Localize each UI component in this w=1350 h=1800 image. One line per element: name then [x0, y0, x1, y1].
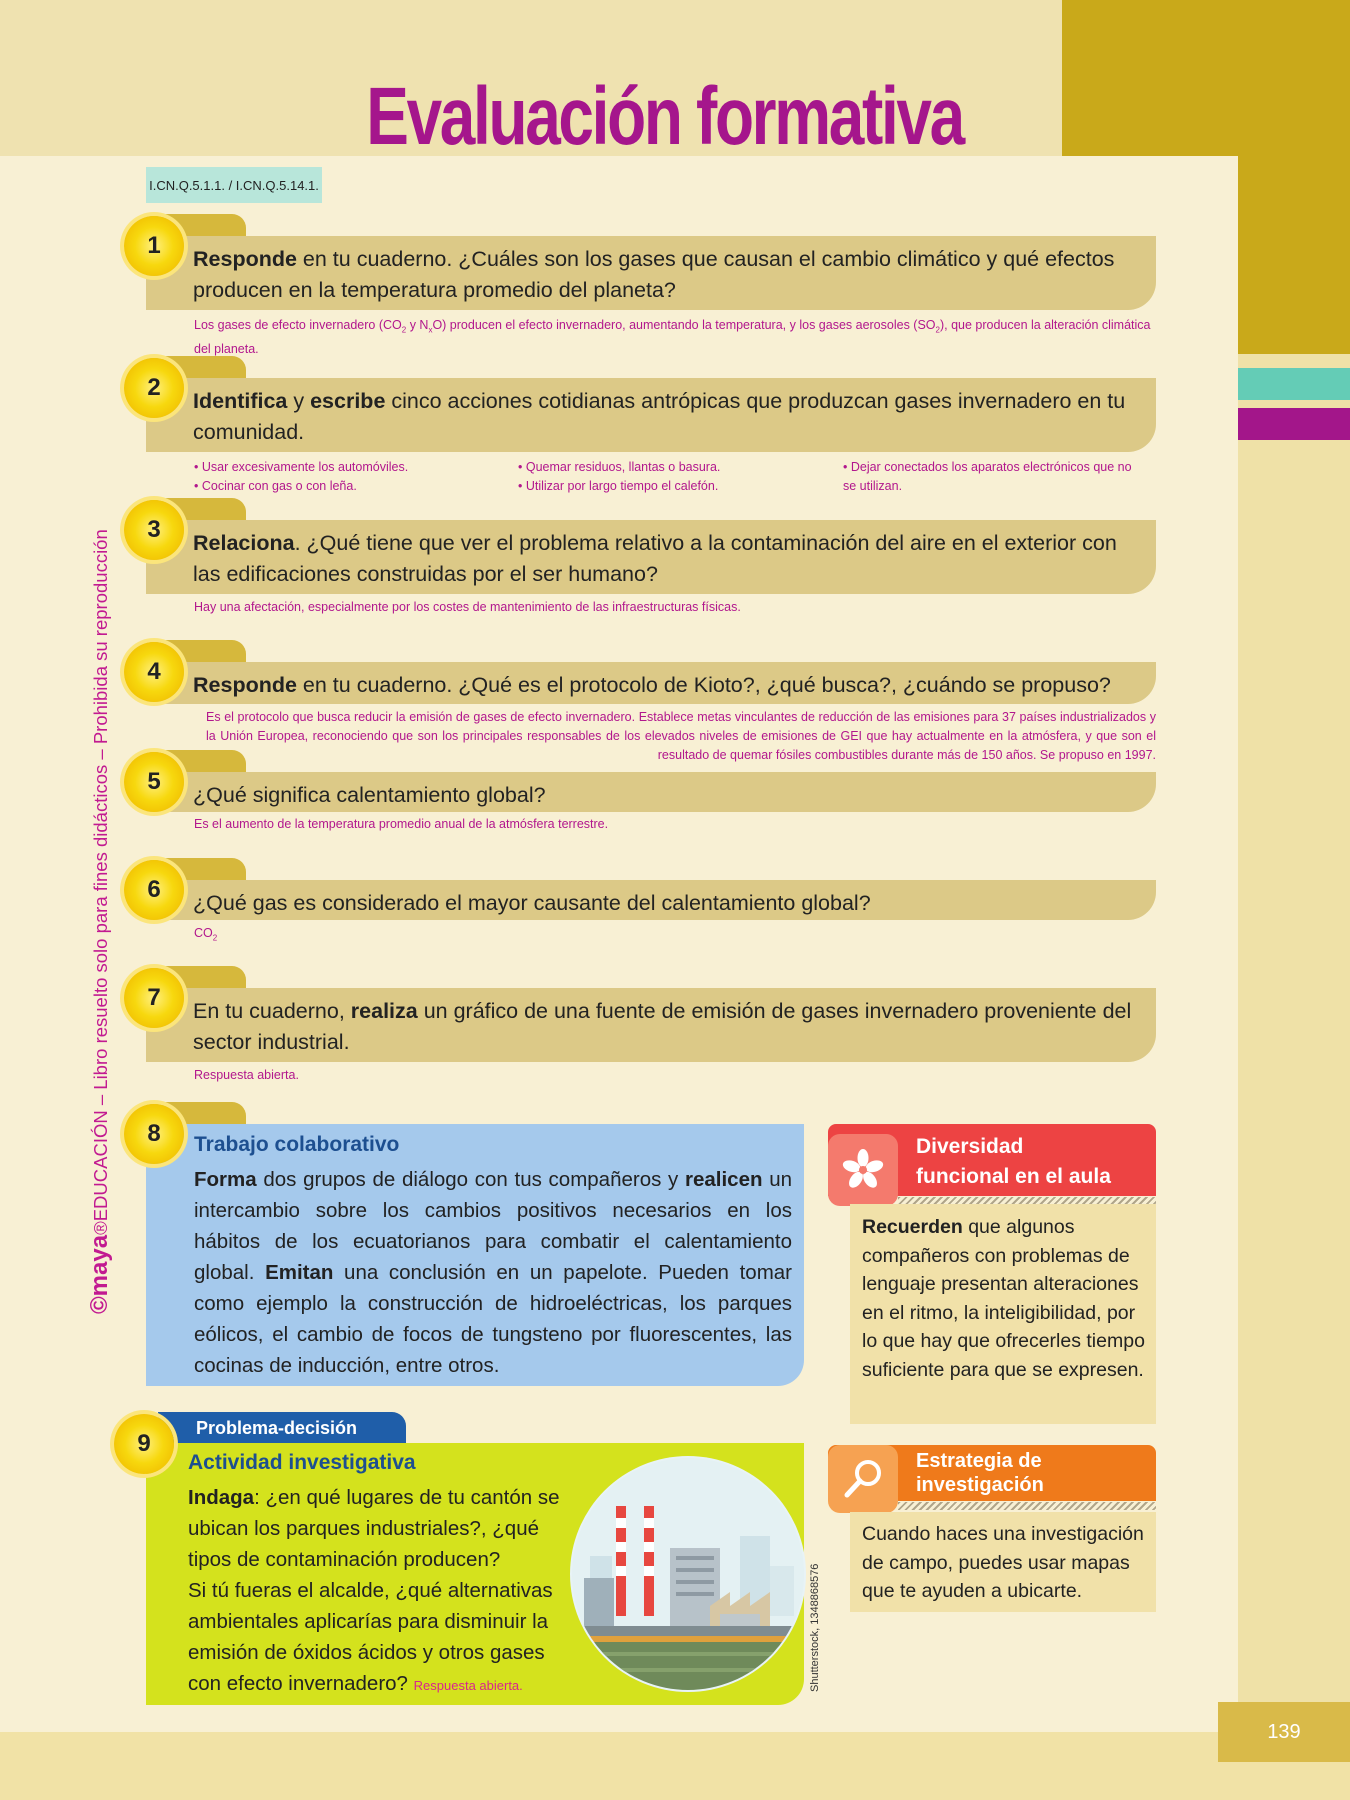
question-verb: Responde [193, 247, 297, 271]
factory-illustration [570, 1456, 806, 1692]
question-1 [146, 236, 1156, 310]
question-5 [146, 772, 1156, 812]
question-number-badge: 8 [124, 1104, 184, 1164]
problem-decision-tab: Problema-decisión [158, 1412, 406, 1444]
question-number-badge: 6 [124, 860, 184, 920]
diversity-title: Diversidad funcional en el aula [916, 1135, 1111, 1188]
question-number-badge: 7 [124, 968, 184, 1028]
magnifier-icon-graphic [840, 1456, 886, 1502]
question-number-badge: 3 [124, 500, 184, 560]
question-number-badge: 5 [124, 752, 184, 812]
flower-icon [828, 1134, 898, 1206]
answer-4: Es el protocolo que busca reducir la emisión de gases de efecto invernadero. Establece metas vinculantes de reducción de las emisiones para 37 países industrializados y la Unión Europea, reconociendo que son los principales responsables de los elevados niveles de emisiones de GEI que hay actualmente en la atmósfera, y que son el resultado de quemar fósiles combustibles durante más de 150 años. Se propuso en 1997. [206, 710, 1156, 762]
answer-7: Respuesta abierta. [194, 1068, 299, 1082]
question-number-badge: 2 [124, 358, 184, 418]
brand-logo-text: ©maya [86, 1234, 113, 1314]
answer-6: $CO_2$ [194, 926, 218, 943]
answer-2-item: • Dejar conectados los aparatos electrónicos que no se utilizan. [843, 460, 1132, 493]
diversity-text: Recuerden que algunos compañeros con problemas de lenguaje presentan alteraciones en el ritmo, la inteligibilidad, por lo que hay que ofrecerles tiempo suficiente para que se expresen. [862, 1216, 1145, 1381]
indicator-code: I.CN.Q.5.1.1. / I.CN.Q.5.14.1. [146, 167, 322, 203]
page-number: 139 [1218, 1702, 1350, 1762]
question-number-badge: 4 [124, 642, 184, 702]
bottom-band [0, 1732, 1350, 1800]
magnifier-icon [828, 1445, 898, 1513]
question-number-badge: 1 [124, 216, 184, 276]
question-6 [146, 880, 1156, 920]
activity-answer: Respuesta abierta. [413, 1678, 523, 1693]
question-number-badge: 9 [114, 1414, 174, 1474]
hatch-divider [898, 1502, 1156, 1510]
flower-icon-graphic [839, 1146, 887, 1194]
collaborative-title: Trabajo colaborativo [194, 1133, 400, 1156]
question-text: . ¿Qué tiene que ver el problema relativo a la contaminación del aire en el exterior con las edificaciones construidas por el ser humano? [193, 531, 1117, 586]
collaborative-text: Forma dos grupos de diálogo con tus compañeros y realicen un intercambio sobre los cambios positivos necesarios en los hábitos de los ecuatorianos para combatir el calentamiento global. Emitan una conclusión en un papelote. Pueden tomar como ejemplo la construcción de hidroeléctricas, los parques eólicos, el cambio de focos de tungsteno por fluorescentes, las cocinas de inducción, entre otros. [194, 1168, 792, 1377]
vertical-credit [86, 474, 114, 1314]
teal-stripe [1238, 368, 1350, 400]
answer-2-item: • Quemar residuos, llantas o basura. [518, 460, 721, 474]
strategy-title: Estrategia de investigación [916, 1450, 1044, 1496]
answer-5: Es el aumento de la temperatura promedio anual de la atmósfera terrestre. [194, 817, 609, 831]
question-text: en tu cuaderno. ¿Qué es el protocolo de Kioto?, ¿qué busca?, ¿cuándo se propuso? [296, 673, 1111, 697]
question-4: Responde en tu cuaderno. ¿Qué es el protocolo de Kioto?, ¿qué busca?, ¿cuándo se propuso? [146, 662, 1156, 704]
question-text: un gráfico de una fuente de emisión de gases invernadero proveniente del sector industrial. [193, 999, 1132, 1054]
answer-3: Hay una afectación, especialmente por los costes de mantenimiento de las infraestructuras físicas. [194, 600, 741, 614]
question-text: cinco acciones cotidianas antrópicas que produzcan gases invernadero en tu comunidad. [193, 389, 1126, 444]
answer-2-item: • Utilizar por largo tiempo el calefón. [518, 479, 719, 493]
photo-credit: Shutterstock, 1348868576 [809, 1563, 821, 1692]
activity-title: Actividad investigativa [188, 1451, 416, 1474]
strategy-text: Cuando haces una investigación de campo, puedes usar mapas que te ayuden a ubicarte. [862, 1523, 1144, 1602]
activity-text: Indaga: ¿en qué lugares de tu cantón se ubican los parques industriales?, ¿qué tipos de contaminación producen? Si tú fueras el alcalde, ¿qué alternativas ambientales aplicarías para disminuir la emisión de óxidos ácidos y otros gases con efecto invernadero? Respuesta abierta. [188, 1486, 560, 1695]
answer-2-item: • Usar excesivamente los automóviles. [194, 460, 409, 474]
right-margin [1238, 354, 1350, 1800]
page-title: Evaluación formativa [366, 71, 963, 162]
question-7: En tu cuaderno, realiza un gráfico de una fuente de emisión de gases invernadero proveniente del sector industrial. [146, 988, 1156, 1062]
answer-2-item: • Cocinar con gas o con leña. [194, 479, 357, 493]
answer-1: Los gases de efecto invernadero ($CO_2$ y $N_xO$) producen el efecto invernadero, aumentando la temperatura, y los gases aerosoles $(SO_2)$, que producen la alteración climática del planeta. [194, 318, 1151, 356]
question-text: ¿Qué significa calentamiento global? [193, 783, 546, 807]
question-2: Identifica y escribe cinco acciones cotidianas antrópicas que produzcan gases invernadero en tu comunidad. [146, 378, 1156, 452]
question-3: Relaciona. ¿Qué tiene que ver el problema relativo a la contaminación del aire en el exterior con las edificaciones construidas por el ser humano? [146, 520, 1156, 594]
magenta-stripe [1238, 408, 1350, 440]
question-text: ¿Qué gas es considerado el mayor causante del calentamiento global? [193, 891, 871, 915]
question-text: en tu cuaderno. ¿Cuáles son los gases que causan el cambio climático y qué efectos producen en la temperatura promedio del planeta? [193, 247, 1115, 302]
credit-text: ®EDUCACIÓN – Libro resuelto solo para fines didácticos – Prohibida su reproducción [90, 529, 111, 1235]
